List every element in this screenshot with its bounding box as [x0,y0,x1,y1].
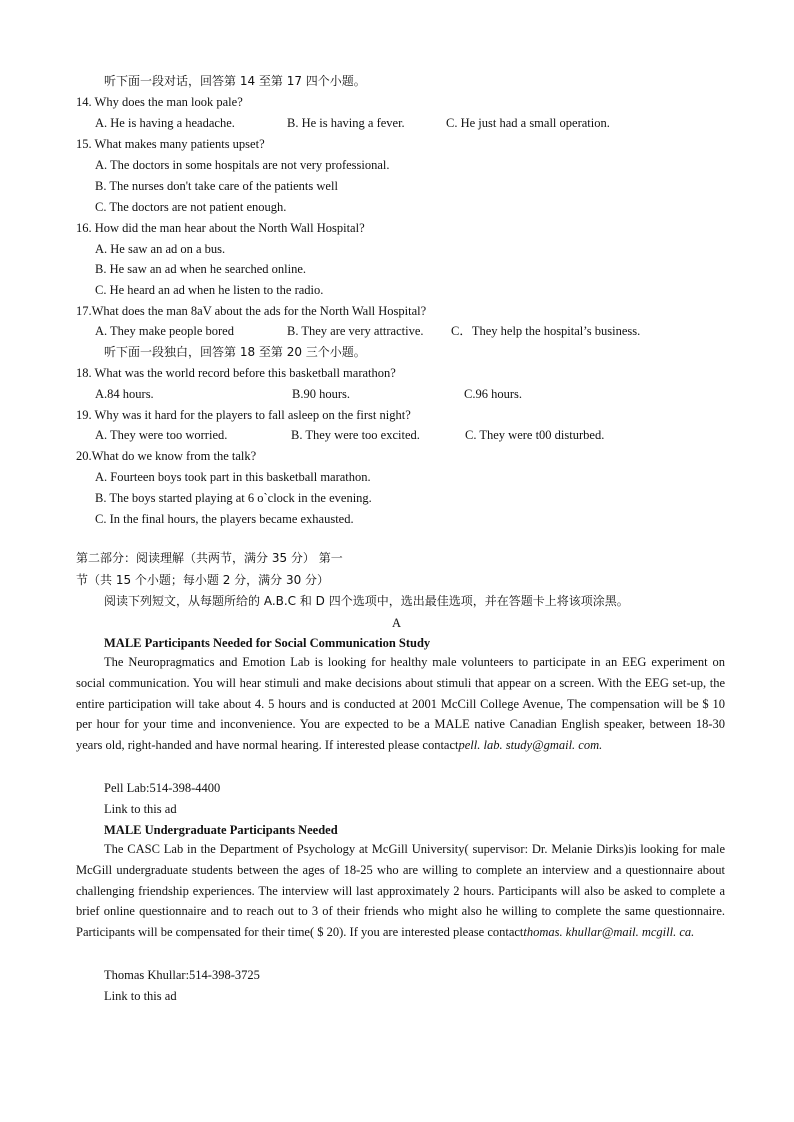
option-17a: A. They make people bored [95,324,234,338]
question-stem-14: 14. Why does the man look pale? [76,95,243,109]
option-17c: C．They help the hospital’s business. [451,324,641,338]
option-16b: B. He saw an ad when he searched online. [95,262,307,276]
ad1-email: pell. lab. study@gmail. com. [458,738,603,753]
ad1-link[interactable]: Link to this ad [104,802,177,816]
part2-heading-line2: 节（共 15 个小题；每小题 2 分，满分 30 分） [76,573,330,587]
ad1-title: MALE Participants Needed for Social Communication Study [104,636,431,650]
option-20c: C. In the final hours, the players became exhausted. [95,512,354,526]
question-stem-17: 17.What does the man 8aV about the ads for the North Wall Hospital? [76,304,427,318]
ad2-body-text: The CASC Lab in the Department of Psychology at McGill University( supervisor: Dr. Melanie Dirks)is looking for male McGill undergraduate students between the ages of 18-25 who are willing to complete an interview and a questionnaire about challenging friendship experiences. The interview will last approximately 2 hours. Participants will also be asked to complete a brief online questionnaire and to reach out to 3 of their friends who might also he willing to complete the same questionnaire. Participants will be compensated for their time( $ 20). If you are interested please contact [76,842,725,940]
ad2-body [76,839,725,943]
ad2-email: thomas. khullar@mail. mcgill. ca. [523,925,695,940]
option-19b: B. They were too excited. [291,428,420,442]
option-16c: C. He heard an ad when he listen to the radio. [95,283,324,297]
reading-instruction: 阅读下列短文，从每题所给的 A.B.C 和 D 四个选项中，选出最佳选项，并在答题卡上将该项涂黑。 [104,594,629,608]
option-19a: A. They were too worried. [95,428,228,442]
ad1-body-text: The Neuropragmatics and Emotion Lab is looking for healthy male volunteers to participate in an EEG experiment on social communication. You will hear stimuli and make decisions about stimuli that appear on a screen. With the EEG set-up, the entire participation will take about 4. 5 hours and is conducted at 2001 McCill College Avenue, The compensation will be $ 10 per hour for your time and inconvenience. You are expected to be a MALE native Canadian English speaker, between 18-30 years old, right-handed and have normal hearing. If interested please contact [76,655,725,753]
option-16a: A. He saw an ad on a bus. [95,242,226,256]
option-14c: C. He just had a small operation. [446,116,610,130]
option-20a: A. Fourteen boys took part in this basketball marathon. [95,470,371,484]
part2-heading-line1: 第二部分：阅读理解（共两节，满分 35 分） 第一 [76,551,343,565]
option-15a: A. The doctors in some hospitals are not very professional. [95,158,390,172]
option-20b: B. The boys started playing at 6 o`clock in the evening. [95,491,372,505]
option-18c: C.96 hours. [464,387,522,401]
ad2-phone: Thomas Khullar:514-398-3725 [104,968,260,982]
option-17b: B. They are very attractive. [287,324,424,338]
ad1-phone: Pell Lab:514-398-4400 [104,781,221,795]
ad2-link[interactable]: Link to this ad [104,989,177,1003]
ad1-body [76,652,725,756]
question-stem-16: 16. How did the man hear about the North Wall Hospital? [76,221,365,235]
question-stem-20: 20.What do we know from the talk? [76,449,257,463]
option-18b: B.90 hours. [292,387,350,401]
option-15c: C. The doctors are not patient enough. [95,200,287,214]
passage-letter: A [392,616,402,630]
listening-instruction-1: 听下面一段对话，回答第 14 至第 17 四个小题。 [104,74,366,88]
option-14b: B. He is having a fever. [287,116,405,130]
question-stem-18: 18. What was the world record before this basketball marathon? [76,366,396,380]
option-19c: C. They were t00 disturbed. [465,428,605,442]
option-14a: A. He is having a headache. [95,116,235,130]
listening-instruction-2: 听下面一段独白，回答第 18 至第 20 三个小题。 [104,345,366,359]
question-stem-15: 15. What makes many patients upset? [76,137,265,151]
ad2-title: MALE Undergraduate Participants Needed [104,823,338,837]
question-stem-19: 19. Why was it hard for the players to fall asleep on the first night? [76,408,411,422]
option-15b: B. The nurses don't take care of the patients well [95,179,338,193]
option-18a: A.84 hours. [95,387,154,401]
